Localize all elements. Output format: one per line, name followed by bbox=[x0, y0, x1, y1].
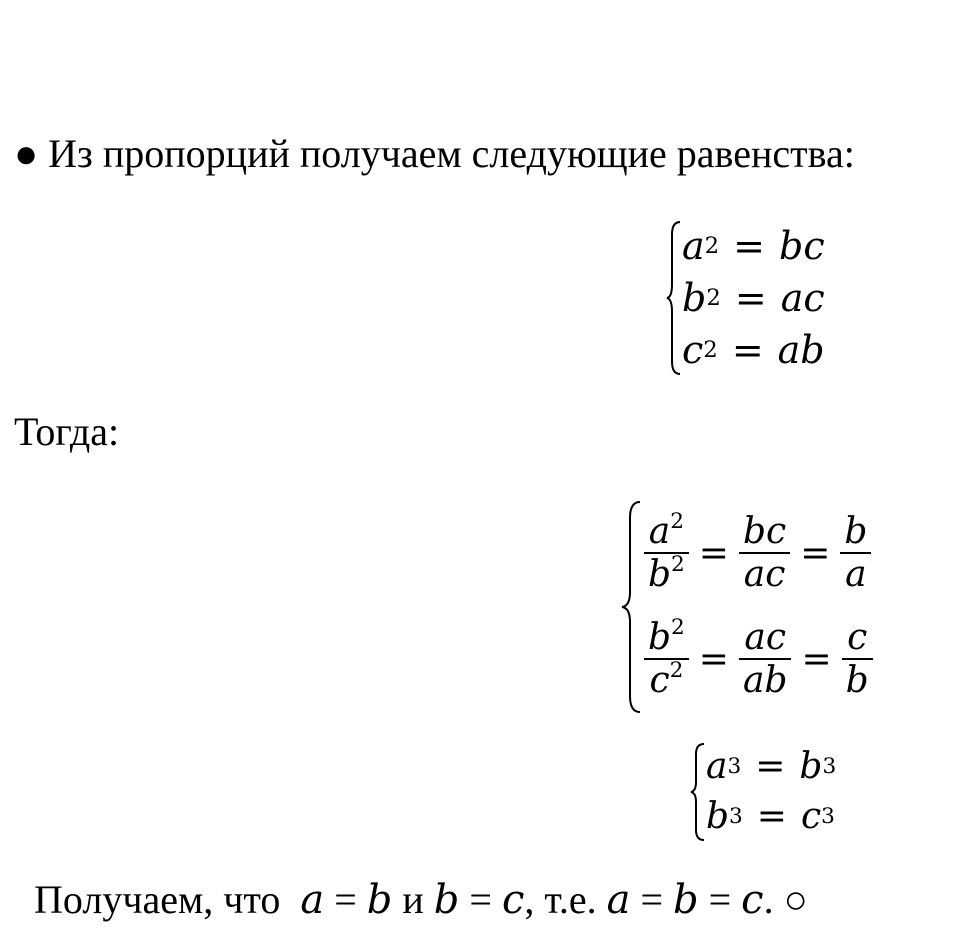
system3-rows bbox=[706, 742, 836, 842]
system2-row-2: $\frac{b^2}{c^2}$ = $\frac{ac}{ab}$ = $\frac{c}{b}$ bbox=[642, 606, 875, 712]
system1-row-2: b 2 = ac bbox=[682, 276, 825, 320]
conclusion-line: Получаем, что a = b и b = c, т.е. a = b = c. ○ bbox=[34, 877, 808, 923]
intro-text: Из пропорций получаем следующие равенства: bbox=[48, 131, 855, 176]
conclusion-prefix: Получаем, что bbox=[34, 877, 281, 922]
system1-row-3: c 2 = ab bbox=[682, 328, 825, 372]
equation-system-2 bbox=[620, 500, 875, 714]
system1-rows bbox=[682, 220, 825, 376]
equation-system-3 bbox=[690, 742, 836, 842]
system1-row-1: a 2 = bc bbox=[682, 224, 825, 268]
fraction: $\frac{b}{a}$ bbox=[840, 511, 871, 596]
fraction: $\frac{bc}{ac}$ bbox=[739, 511, 790, 596]
fraction: $\frac{c}{b}$ bbox=[842, 617, 873, 702]
fraction: $\frac{b^2}{c^2}$ bbox=[644, 617, 689, 702]
left-brace-icon bbox=[666, 220, 682, 376]
system2-rows bbox=[642, 500, 875, 714]
then-label: Тогда: bbox=[14, 409, 120, 454]
fraction: $\frac{ac}{ab}$ bbox=[739, 617, 792, 702]
intro-line bbox=[14, 131, 855, 176]
system3-row-1: a 3 = b 3 bbox=[706, 746, 837, 787]
left-brace-icon bbox=[690, 742, 706, 842]
system3-row-2: b 3 = c 3 bbox=[706, 796, 835, 837]
left-brace-icon bbox=[620, 500, 642, 714]
fraction: $\frac{a^2}{b^2}$ bbox=[644, 511, 689, 596]
system2-row-1: $\frac{a^2}{b^2}$ = $\frac{bc}{ac}$ = $\frac{b}{a}$ bbox=[642, 500, 875, 606]
equation-system-1 bbox=[666, 220, 825, 376]
bullet: ● bbox=[14, 131, 39, 176]
